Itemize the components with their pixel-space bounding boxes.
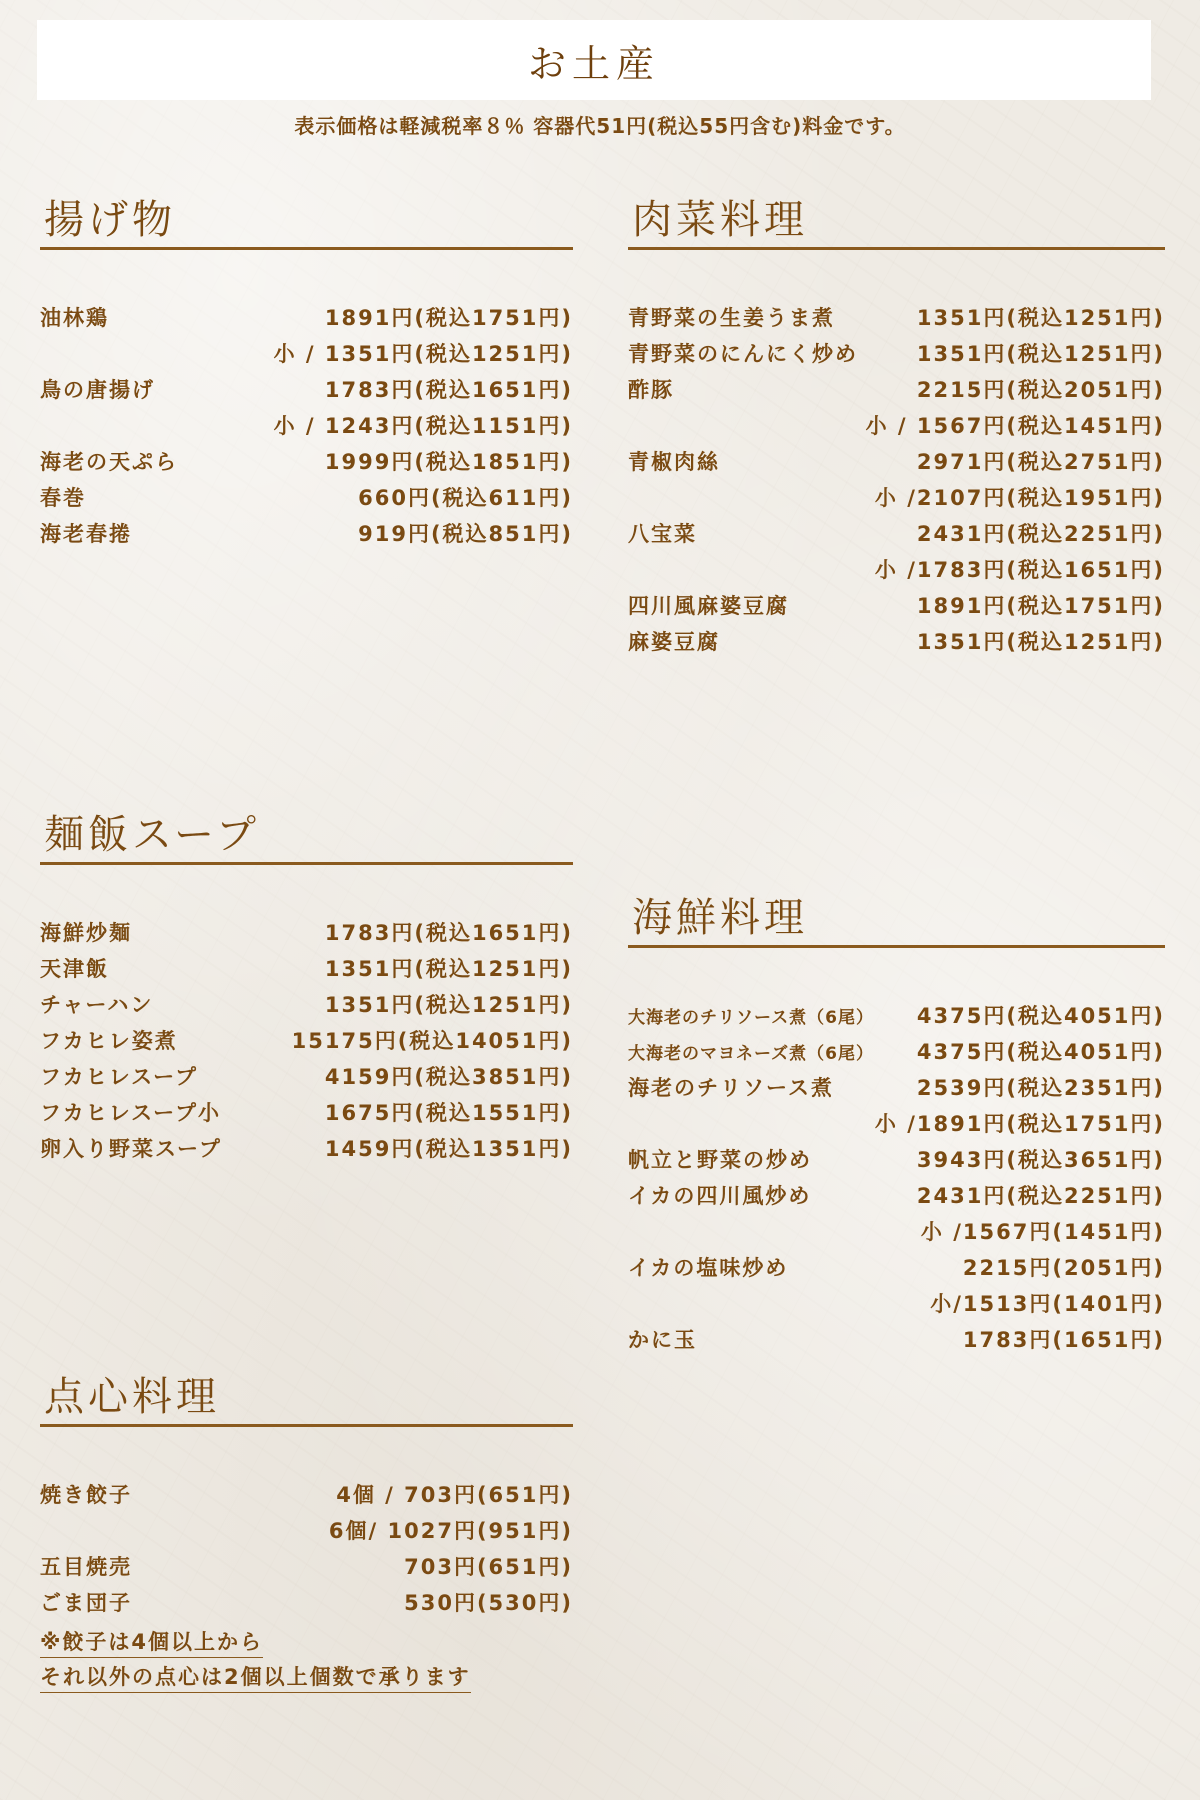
menu-item-name: 麻婆豆腐 — [628, 630, 720, 654]
menu-item-row — [40, 1587, 573, 1623]
menu-item-row — [628, 1036, 1165, 1072]
section-fried — [40, 195, 573, 554]
section-noodle — [40, 810, 573, 1169]
menu-item-price: 2215円(2051円) — [962, 1256, 1165, 1280]
menu-item-row — [628, 1180, 1165, 1216]
section-dimsum — [40, 1372, 573, 1693]
menu-item-row — [628, 1324, 1165, 1360]
menu-item-row — [628, 374, 1165, 410]
menu-item-name: 海老のチリソース煮 — [628, 1076, 834, 1100]
menu-item-row — [628, 554, 1165, 590]
menu-item-row — [40, 410, 573, 446]
menu-item-row — [628, 302, 1165, 338]
menu-item-price: 小 /1567円(1451円) — [920, 1220, 1165, 1244]
page-title-banner — [37, 20, 1151, 100]
menu-item-price: 4159円(税込3851円) — [324, 1065, 573, 1089]
dimsum-notes — [40, 1623, 573, 1693]
menu-item-price: 2539円(税込2351円) — [916, 1076, 1165, 1100]
menu-item-price: 2215円(税込2051円) — [916, 378, 1165, 402]
menu-item-name: 卵入り野菜スープ — [40, 1137, 222, 1161]
menu-item-name: 海老春捲 — [40, 522, 132, 546]
menu-item-row — [628, 590, 1165, 626]
menu-item-price: 1675円(税込1551円) — [324, 1101, 573, 1125]
menu-item-row — [40, 482, 573, 518]
menu-item-row — [40, 302, 573, 338]
menu-item-name: 油林鶏 — [40, 306, 109, 330]
menu-item-name: 五目焼売 — [40, 1555, 132, 1579]
menu-item-row — [40, 1025, 573, 1061]
menu-item-price: 3943円(税込3651円) — [916, 1148, 1165, 1172]
menu-item-row — [628, 446, 1165, 482]
menu-item-row — [628, 1288, 1165, 1324]
menu-item-price: 1459円(税込1351円) — [324, 1137, 573, 1161]
menu-item-price: 小 / 1243円(税込1151円) — [273, 414, 573, 438]
menu-item-name: 海老の天ぷら — [40, 450, 178, 474]
menu-item-price: 1351円(税込1251円) — [916, 342, 1165, 366]
menu-item-price: 2431円(税込2251円) — [916, 1184, 1165, 1208]
menu-item-price: 1783円(1651円) — [962, 1328, 1165, 1352]
menu-item-row — [40, 446, 573, 482]
menu-item-row — [628, 626, 1165, 662]
menu-item-price: 1783円(税込1651円) — [324, 921, 573, 945]
menu-item-price: 小 /1891円(税込1751円) — [874, 1112, 1165, 1136]
tax-note: 表示価格は軽減税率８％ 容器代51円(税込55円含む)料金です。 — [294, 114, 906, 138]
menu-item-row — [628, 1072, 1165, 1108]
menu-item-row — [40, 953, 573, 989]
menu-item-price: 小 / 1351円(税込1251円) — [273, 342, 573, 366]
menu-item-price: 660円(税込611円) — [358, 486, 573, 510]
menu-item-row — [628, 1144, 1165, 1180]
menu-item-price: 1999円(税込1851円) — [324, 450, 573, 474]
menu-item-name: 青野菜のにんにく炒め — [628, 342, 858, 366]
page-title: お土産 — [527, 41, 660, 86]
menu-item-name: 酢豚 — [628, 378, 674, 402]
menu-item-price: 530円(530円) — [404, 1591, 573, 1615]
menu-item-price: 1891円(税込1751円) — [324, 306, 573, 330]
menu-item-price: 2431円(税込2251円) — [916, 522, 1165, 546]
menu-item-price: 1783円(税込1651円) — [324, 378, 573, 402]
menu-item-price: 4個 / 703円(651円) — [336, 1483, 573, 1507]
menu-item-price: 小 /2107円(税込1951円) — [874, 486, 1165, 510]
menu-item-name: 青椒肉絲 — [628, 450, 720, 474]
menu-item-name: フカヒレ姿煮 — [40, 1029, 178, 1053]
menu-item-row — [40, 1061, 573, 1097]
menu-item-name: 帆立と野菜の炒め — [628, 1148, 812, 1172]
menu-item-row — [628, 482, 1165, 518]
menu-list-seafood — [628, 1000, 1165, 1360]
menu-list-noodle — [40, 917, 573, 1169]
section-meat — [628, 195, 1165, 662]
menu-item-name: 春巻 — [40, 486, 86, 510]
menu-item-price: 6個/ 1027円(951円) — [328, 1519, 573, 1543]
menu-item-row — [40, 338, 573, 374]
menu-item-row — [628, 1000, 1165, 1036]
menu-list-fried — [40, 302, 573, 554]
menu-item-name: フカヒレスープ小 — [40, 1101, 222, 1125]
menu-item-name: 天津飯 — [40, 957, 109, 981]
section-title-seafood: 海鮮料理 — [628, 893, 1165, 948]
menu-item-name: 四川風麻婆豆腐 — [628, 594, 789, 618]
menu-item-name: かに玉 — [628, 1328, 697, 1352]
menu-item-price: 1351円(税込1251円) — [916, 306, 1165, 330]
menu-item-name: 焼き餃子 — [40, 1483, 132, 1507]
menu-item-name: 海鮮炒麺 — [40, 921, 132, 945]
menu-item-row — [40, 518, 573, 554]
menu-item-row — [40, 1551, 573, 1587]
section-title-fried: 揚げ物 — [40, 195, 573, 250]
menu-list-meat — [628, 302, 1165, 662]
menu-item-row — [628, 1108, 1165, 1144]
menu-item-name: ごま団子 — [40, 1591, 132, 1615]
menu-item-row — [40, 917, 573, 953]
menu-item-price: 919円(税込851円) — [358, 522, 573, 546]
section-title-meat: 肉菜料理 — [628, 195, 1165, 250]
dimsum-note: ※餃子は4個以上から — [40, 1627, 263, 1658]
menu-item-price: 15175円(税込14051円) — [291, 1029, 573, 1053]
menu-item-name: イカの塩味炒め — [628, 1256, 789, 1280]
menu-item-name: フカヒレスープ — [40, 1065, 199, 1089]
menu-item-row — [40, 1097, 573, 1133]
menu-item-price: 2971円(税込2751円) — [916, 450, 1165, 474]
menu-item-price: 1351円(税込1251円) — [324, 993, 573, 1017]
dimsum-note: それ以外の点心は2個以上個数で承ります — [40, 1662, 471, 1693]
menu-item-row — [40, 1515, 573, 1551]
menu-item-name: 鳥の唐揚げ — [40, 378, 155, 402]
menu-item-row — [40, 1479, 573, 1515]
menu-item-row — [40, 989, 573, 1025]
menu-item-name: 八宝菜 — [628, 522, 697, 546]
menu-item-row — [628, 518, 1165, 554]
menu-item-price: 1351円(税込1251円) — [324, 957, 573, 981]
menu-item-name: チャーハン — [40, 993, 154, 1017]
menu-item-price: 小 / 1567円(税込1451円) — [865, 414, 1165, 438]
menu-item-row — [628, 338, 1165, 374]
menu-item-name: 大海老のマヨネーズ煮（6尾） — [628, 1044, 874, 1064]
menu-item-price: 小 /1783円(税込1651円) — [874, 558, 1165, 582]
menu-item-price: 4375円(税込4051円) — [916, 1040, 1165, 1064]
menu-item-name: 青野菜の生姜うま煮 — [628, 306, 835, 330]
menu-item-name: イカの四川風炒め — [628, 1184, 812, 1208]
section-title-noodle: 麺飯スープ — [40, 810, 573, 865]
menu-item-price: 1351円(税込1251円) — [916, 630, 1165, 654]
menu-item-price: 小/1513円(1401円) — [930, 1292, 1165, 1316]
section-title-dimsum: 点心料理 — [40, 1372, 573, 1427]
menu-item-row — [628, 410, 1165, 446]
section-seafood — [628, 893, 1165, 1360]
menu-item-row — [628, 1252, 1165, 1288]
menu-item-name: 大海老のチリソース煮（6尾） — [628, 1008, 874, 1028]
menu-item-row — [628, 1216, 1165, 1252]
menu-item-row — [40, 374, 573, 410]
menu-item-price: 4375円(税込4051円) — [916, 1004, 1165, 1028]
menu-item-price: 703円(651円) — [404, 1555, 573, 1579]
menu-list-dimsum — [40, 1479, 573, 1623]
menu-item-price: 1891円(税込1751円) — [916, 594, 1165, 618]
menu-item-row — [40, 1133, 573, 1169]
